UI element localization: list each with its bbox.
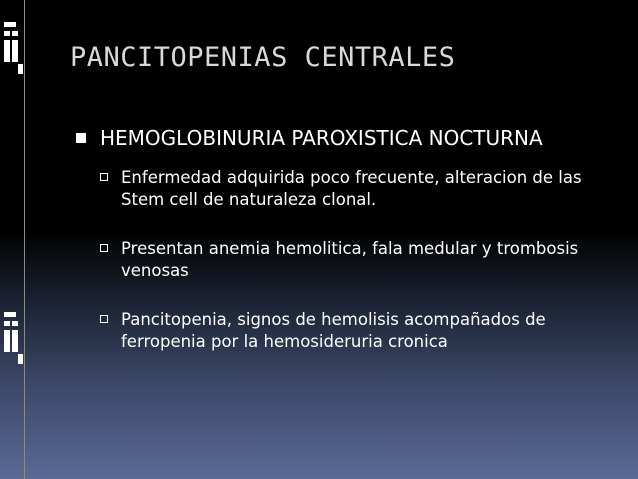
hollow-square-bullet-icon [100,315,108,323]
slide-body [76,126,616,380]
decor-square [4,330,10,352]
slide-title: PANCITOPENIAS CENTRALES [70,42,456,73]
left-decorative-bar [0,0,24,479]
sub-bullet-text: Enfermedad adquirida poco frecuente, alteracion de las Stem cell de naturaleza clonal. [121,168,582,209]
decor-square [4,321,10,326]
main-bullet-text: HEMOGLOBINURIA PAROXISTICA NOCTURNA [100,126,543,150]
decor-square [4,31,10,36]
decor-square [4,40,10,62]
decor-square [12,330,18,352]
square-bullet-icon [76,133,86,143]
decor-square [18,354,23,364]
hollow-square-bullet-icon [100,173,108,181]
sub-bullet-text: Presentan anemia hemolitica, fala medular y trombosis venosas [121,239,579,280]
sub-bullet [100,238,616,282]
main-bullet [76,126,616,151]
left-divider-line [24,0,25,479]
decor-square [12,321,18,326]
sub-bullet [100,309,616,353]
decor-square [12,31,18,36]
sub-bullet [100,167,616,211]
sub-bullet-list [100,167,616,353]
sub-bullet-text: Pancitopenia, signos de hemolisis acompañados de ferropenia por la hemosideruria cronica [121,310,546,351]
hollow-square-bullet-icon [100,244,108,252]
decor-square [4,22,16,27]
decor-square [18,64,23,74]
decor-square [4,312,16,317]
decor-square [12,40,18,62]
